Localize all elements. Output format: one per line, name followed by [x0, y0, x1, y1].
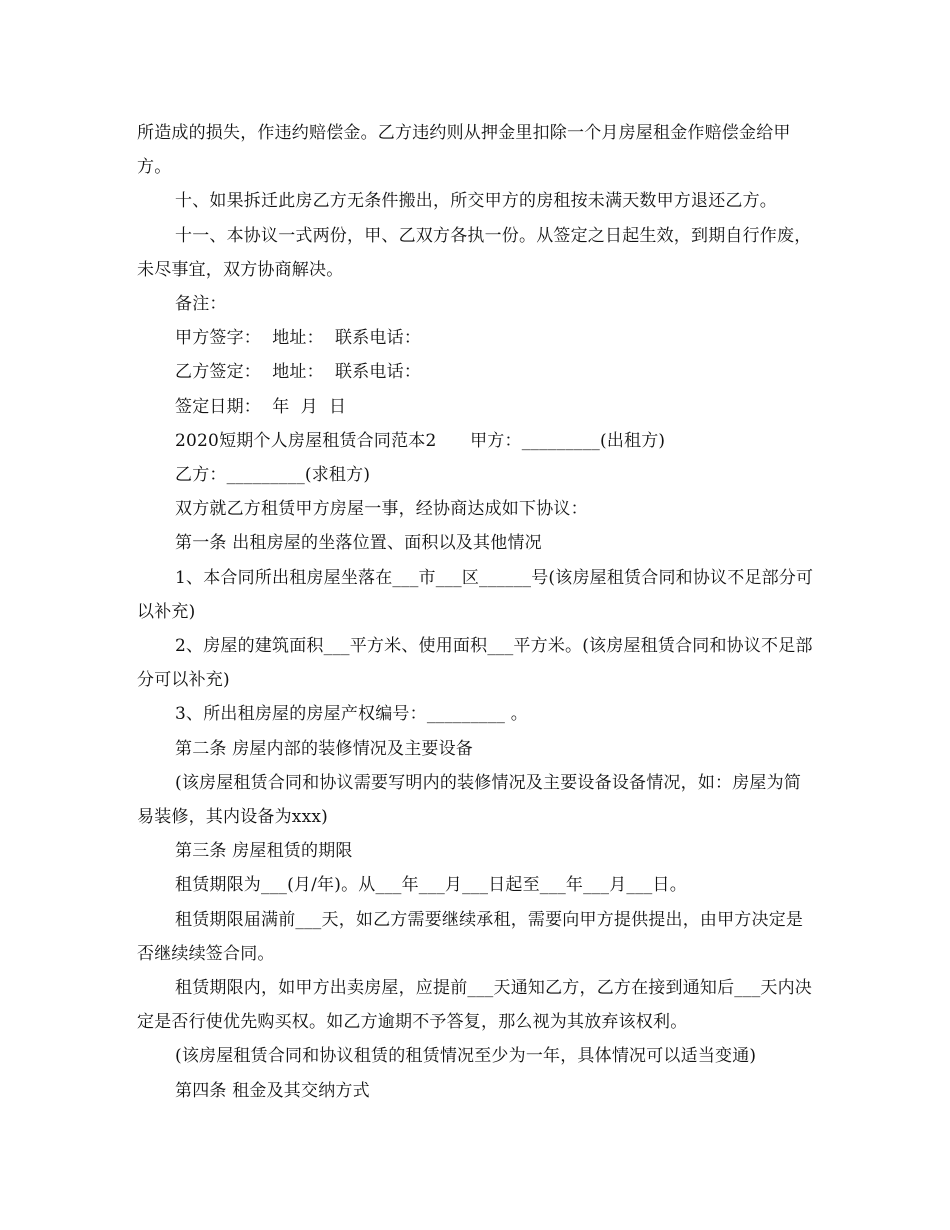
- article-heading: 第四条 租金及其交纳方式: [175, 1080, 370, 1101]
- paragraph: 2、房屋的建筑面积___平方米、使用面积___平方米。(该房屋租赁合同和协议不足部分可以补充): [137, 636, 813, 691]
- article-heading: 第一条 出租房屋的坐落位置、面积以及其他情况: [175, 533, 542, 554]
- party-b-line: 乙方：_________(求租方): [175, 465, 371, 486]
- paragraph: 租赁期限届满前___天，如乙方需要继续承租，需要向甲方提供提出，由甲方决定是否继续续签合同。: [137, 909, 804, 964]
- signature-line-party-a: 甲方签字： 地址： 联系电话：: [175, 328, 422, 349]
- paragraph: 双方就乙方租赁甲方房屋一事，经协商达成如下协议：: [175, 499, 588, 520]
- signature-line-party-b: 乙方签定： 地址： 联系电话：: [175, 362, 422, 383]
- document-body: [137, 116, 817, 1108]
- article-heading: 第二条 房屋内部的装修情况及主要设备: [175, 738, 474, 759]
- paragraph: 所造成的损失，作违约赔偿金。乙方违约则从押金里扣除一个月房屋租金作赔偿金给甲方。: [137, 123, 791, 178]
- article-heading: 第三条 房屋租赁的期限: [175, 841, 353, 862]
- contract-title-line: 2020短期个人房屋租赁合同范本2 甲方：_________(出租方): [175, 430, 666, 451]
- paragraph: 十、如果拆迁此房乙方无条件搬出，所交甲方的房租按未满天数甲方退还乙方。: [175, 191, 777, 212]
- paragraph: 租赁期限内，如甲方出卖房屋，应提前___天通知乙方，乙方在接到通知后___天内决定是否行使优先购买权。如乙方逾期不予答复，那么视为其放弃该权利。: [137, 978, 812, 1033]
- paragraph: 十一、本协议一式两份，甲、乙双方各执一份。从签定之日起生效，到期自行作废，未尽事宜，双方协商解决。: [137, 225, 812, 280]
- paragraph: 1、本合同所出租房屋坐落在___市___区______号(该房屋租赁合同和协议不足部分可以补充): [137, 567, 814, 622]
- paragraph: (该房屋租赁合同和协议租赁的租赁情况至少为一年，具体情况可以适当变通): [175, 1046, 757, 1067]
- signing-date-line: 签定日期： 年 月 日: [175, 396, 347, 417]
- paragraph: 租赁期限为___(月/年)。从___年___月___日起至___年___月___日。: [175, 875, 687, 896]
- paragraph: (该房屋租赁合同和协议需要写明内的装修情况及主要设备设备情况，如：房屋为简易装修，其内设备为xxx): [137, 772, 802, 828]
- paragraph: 3、所出租房屋的房屋产权编号：_________ 。: [175, 704, 528, 725]
- paragraph: 备注：: [175, 294, 227, 315]
